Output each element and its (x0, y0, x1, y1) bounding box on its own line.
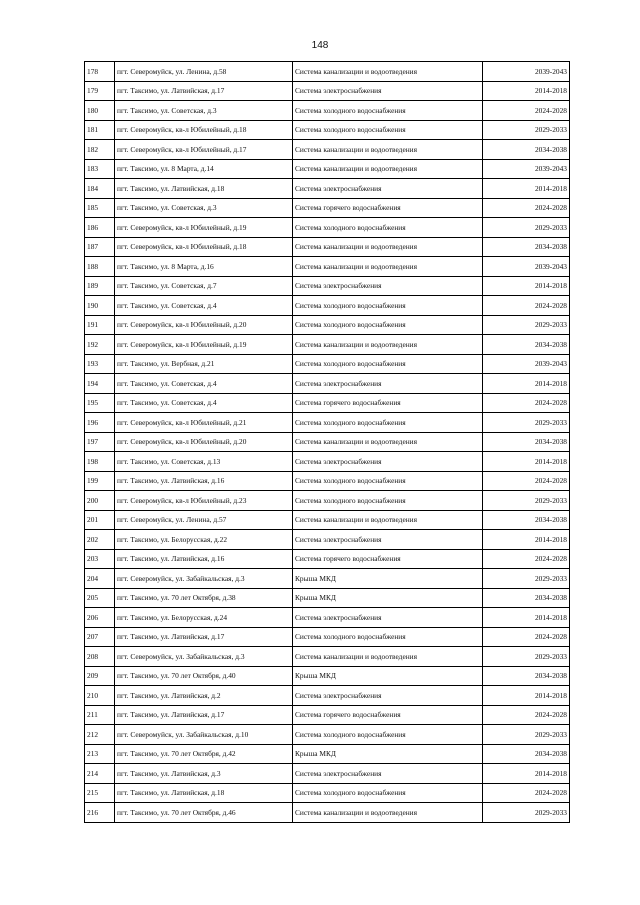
address-cell: пгт. Северомуйск, ул. Забайкальская, д.10 (115, 725, 293, 745)
address-cell: пгт. Таксимо, ул. Советская, д.3 (115, 101, 293, 121)
table-row (85, 686, 570, 706)
address-cell: пгт. Таксимо, ул. 70 лет Октября, д.40 (115, 666, 293, 686)
period-cell: 2039-2043 (483, 354, 570, 374)
period-cell: 2029-2033 (483, 120, 570, 140)
row-number-cell: 185 (85, 198, 115, 218)
system-cell: Система электроснабжения (293, 764, 483, 784)
address-cell: пгт. Северомуйск, кв-л Юбилейный, д.20 (115, 432, 293, 452)
period-cell: 2034-2038 (483, 666, 570, 686)
address-cell: пгт. Северомуйск, кв-л Юбилейный, д.23 (115, 491, 293, 511)
row-number-cell: 187 (85, 237, 115, 257)
row-number-cell: 215 (85, 783, 115, 803)
period-cell: 2029-2033 (483, 218, 570, 238)
table-row (85, 276, 570, 296)
table-row (85, 803, 570, 823)
row-number-cell: 184 (85, 179, 115, 199)
address-cell: пгт. Северомуйск, кв-л Юбилейный, д.19 (115, 335, 293, 355)
table-row (85, 81, 570, 101)
system-cell: Система холодного водоснабжения (293, 315, 483, 335)
period-cell: 2024-2028 (483, 783, 570, 803)
registry-table-body (85, 62, 570, 823)
system-cell: Крыша МКД (293, 666, 483, 686)
table-row (85, 257, 570, 277)
period-cell: 2029-2033 (483, 569, 570, 589)
table-row (85, 705, 570, 725)
period-cell: 2024-2028 (483, 471, 570, 491)
period-cell: 2024-2028 (483, 198, 570, 218)
address-cell: пгт. Северомуйск, ул. Забайкальская, д.3 (115, 647, 293, 667)
table-row (85, 101, 570, 121)
table-row (85, 530, 570, 550)
address-cell: пгт. Таксимо, ул. Латвийская, д.16 (115, 549, 293, 569)
period-cell: 2029-2033 (483, 315, 570, 335)
system-cell: Система канализации и водоотведения (293, 159, 483, 179)
row-number-cell: 181 (85, 120, 115, 140)
address-cell: пгт. Таксимо, ул. 8 Марта, д.16 (115, 257, 293, 277)
table-row (85, 354, 570, 374)
system-cell: Система холодного водоснабжения (293, 627, 483, 647)
period-cell: 2014-2018 (483, 374, 570, 394)
period-cell: 2029-2033 (483, 491, 570, 511)
system-cell: Система горячего водоснабжения (293, 198, 483, 218)
system-cell: Система холодного водоснабжения (293, 783, 483, 803)
address-cell: пгт. Таксимо, ул. 70 лет Октября, д.38 (115, 588, 293, 608)
table-row (85, 413, 570, 433)
row-number-cell: 182 (85, 140, 115, 160)
period-cell: 2034-2038 (483, 744, 570, 764)
address-cell: пгт. Таксимо, ул. Белорусская, д.22 (115, 530, 293, 550)
system-cell: Крыша МКД (293, 588, 483, 608)
period-cell: 2014-2018 (483, 276, 570, 296)
table-row (85, 627, 570, 647)
system-cell: Система канализации и водоотведения (293, 335, 483, 355)
period-cell: 2014-2018 (483, 530, 570, 550)
system-cell: Система горячего водоснабжения (293, 705, 483, 725)
row-number-cell: 205 (85, 588, 115, 608)
period-cell: 2029-2033 (483, 413, 570, 433)
system-cell: Система электроснабжения (293, 276, 483, 296)
period-cell: 2029-2033 (483, 725, 570, 745)
row-number-cell: 214 (85, 764, 115, 784)
row-number-cell: 209 (85, 666, 115, 686)
table-row (85, 120, 570, 140)
table-row (85, 432, 570, 452)
system-cell: Система холодного водоснабжения (293, 354, 483, 374)
system-cell: Система холодного водоснабжения (293, 413, 483, 433)
period-cell: 2024-2028 (483, 705, 570, 725)
system-cell: Система канализации и водоотведения (293, 62, 483, 82)
system-cell: Крыша МКД (293, 744, 483, 764)
row-number-cell: 207 (85, 627, 115, 647)
address-cell: пгт. Северомуйск, ул. Ленина, д.58 (115, 62, 293, 82)
address-cell: пгт. Северомуйск, кв-л Юбилейный, д.20 (115, 315, 293, 335)
row-number-cell: 196 (85, 413, 115, 433)
table-row (85, 666, 570, 686)
system-cell: Система канализации и водоотведения (293, 803, 483, 823)
period-cell: 2014-2018 (483, 179, 570, 199)
table-row (85, 783, 570, 803)
row-number-cell: 190 (85, 296, 115, 316)
row-number-cell: 208 (85, 647, 115, 667)
row-number-cell: 200 (85, 491, 115, 511)
address-cell: пгт. Таксимо, ул. Латвийская, д.17 (115, 705, 293, 725)
address-cell: пгт. Таксимо, ул. Латвийская, д.17 (115, 81, 293, 101)
row-number-cell: 188 (85, 257, 115, 277)
address-cell: пгт. Таксимо, ул. Латвийская, д.18 (115, 783, 293, 803)
address-cell: пгт. Таксимо, ул. Советская, д.4 (115, 296, 293, 316)
system-cell: Система канализации и водоотведения (293, 510, 483, 530)
system-cell: Система холодного водоснабжения (293, 725, 483, 745)
row-number-cell: 189 (85, 276, 115, 296)
row-number-cell: 191 (85, 315, 115, 335)
address-cell: пгт. Таксимо, ул. Латвийская, д.17 (115, 627, 293, 647)
system-cell: Система холодного водоснабжения (293, 471, 483, 491)
period-cell: 2014-2018 (483, 608, 570, 628)
address-cell: пгт. Таксимо, ул. Латвийская, д.3 (115, 764, 293, 784)
table-row (85, 237, 570, 257)
table-row (85, 296, 570, 316)
table-row (85, 608, 570, 628)
table-row (85, 198, 570, 218)
table-row (85, 588, 570, 608)
table-row (85, 62, 570, 82)
table-row (85, 374, 570, 394)
address-cell: пгт. Таксимо, ул. Вербная, д.21 (115, 354, 293, 374)
system-cell: Система электроснабжения (293, 530, 483, 550)
address-cell: пгт. Таксимо, ул. Советская, д.4 (115, 393, 293, 413)
period-cell: 2024-2028 (483, 296, 570, 316)
address-cell: пгт. Таксимо, ул. 8 Марта, д.14 (115, 159, 293, 179)
period-cell: 2034-2038 (483, 140, 570, 160)
address-cell: пгт. Таксимо, ул. Советская, д.3 (115, 198, 293, 218)
period-cell: 2024-2028 (483, 627, 570, 647)
address-cell: пгт. Северомуйск, кв-л Юбилейный, д.19 (115, 218, 293, 238)
row-number-cell: 211 (85, 705, 115, 725)
row-number-cell: 203 (85, 549, 115, 569)
period-cell: 2034-2038 (483, 432, 570, 452)
period-cell: 2024-2028 (483, 549, 570, 569)
system-cell: Система горячего водоснабжения (293, 393, 483, 413)
table-row (85, 315, 570, 335)
address-cell: пгт. Северомуйск, кв-л Юбилейный, д.18 (115, 120, 293, 140)
row-number-cell: 198 (85, 452, 115, 472)
row-number-cell: 199 (85, 471, 115, 491)
row-number-cell: 193 (85, 354, 115, 374)
period-cell: 2024-2028 (483, 101, 570, 121)
address-cell: пгт. Северомуйск, кв-л Юбилейный, д.17 (115, 140, 293, 160)
system-cell: Система канализации и водоотведения (293, 237, 483, 257)
table-row (85, 179, 570, 199)
table-row (85, 744, 570, 764)
table-row (85, 764, 570, 784)
table-row (85, 140, 570, 160)
address-cell: пгт. Таксимо, ул. Советская, д.7 (115, 276, 293, 296)
table-row (85, 335, 570, 355)
address-cell: пгт. Таксимо, ул. 70 лет Октября, д.46 (115, 803, 293, 823)
row-number-cell: 212 (85, 725, 115, 745)
row-number-cell: 183 (85, 159, 115, 179)
system-cell: Система канализации и водоотведения (293, 140, 483, 160)
table-row (85, 647, 570, 667)
system-cell: Система холодного водоснабжения (293, 218, 483, 238)
period-cell: 2039-2043 (483, 62, 570, 82)
address-cell: пгт. Северомуйск, кв-л Юбилейный, д.18 (115, 237, 293, 257)
row-number-cell: 178 (85, 62, 115, 82)
system-cell: Система холодного водоснабжения (293, 120, 483, 140)
row-number-cell: 213 (85, 744, 115, 764)
period-cell: 2039-2043 (483, 257, 570, 277)
address-cell: пгт. Северомуйск, ул. Ленина, д.57 (115, 510, 293, 530)
row-number-cell: 186 (85, 218, 115, 238)
address-cell: пгт. Таксимо, ул. Латвийская, д.2 (115, 686, 293, 706)
system-cell: Система канализации и водоотведения (293, 647, 483, 667)
system-cell: Система канализации и водоотведения (293, 432, 483, 452)
period-cell: 2034-2038 (483, 588, 570, 608)
address-cell: пгт. Северомуйск, ул. Забайкальская, д.3 (115, 569, 293, 589)
period-cell: 2014-2018 (483, 81, 570, 101)
system-cell: Система электроснабжения (293, 374, 483, 394)
table-row (85, 159, 570, 179)
row-number-cell: 216 (85, 803, 115, 823)
system-cell: Система электроснабжения (293, 81, 483, 101)
table-row (85, 510, 570, 530)
address-cell: пгт. Таксимо, ул. Латвийская, д.16 (115, 471, 293, 491)
period-cell: 2029-2033 (483, 803, 570, 823)
registry-table (84, 61, 570, 823)
table-row (85, 218, 570, 238)
address-cell: пгт. Северомуйск, кв-л Юбилейный, д.21 (115, 413, 293, 433)
system-cell: Система электроснабжения (293, 179, 483, 199)
period-cell: 2014-2018 (483, 686, 570, 706)
table-row (85, 569, 570, 589)
table-row (85, 452, 570, 472)
table-row (85, 393, 570, 413)
address-cell: пгт. Таксимо, ул. Белорусская, д.24 (115, 608, 293, 628)
row-number-cell: 204 (85, 569, 115, 589)
system-cell: Система электроснабжения (293, 452, 483, 472)
period-cell: 2039-2043 (483, 159, 570, 179)
row-number-cell: 202 (85, 530, 115, 550)
address-cell: пгт. Таксимо, ул. 70 лет Октября, д.42 (115, 744, 293, 764)
table-row (85, 725, 570, 745)
table-row (85, 549, 570, 569)
table-row (85, 491, 570, 511)
address-cell: пгт. Таксимо, ул. Латвийская, д.18 (115, 179, 293, 199)
page-number: 148 (311, 40, 329, 51)
row-number-cell: 206 (85, 608, 115, 628)
period-cell: 2034-2038 (483, 237, 570, 257)
row-number-cell: 210 (85, 686, 115, 706)
system-cell: Система электроснабжения (293, 686, 483, 706)
table-row (85, 471, 570, 491)
row-number-cell: 197 (85, 432, 115, 452)
row-number-cell: 179 (85, 81, 115, 101)
row-number-cell: 194 (85, 374, 115, 394)
row-number-cell: 192 (85, 335, 115, 355)
system-cell: Система холодного водоснабжения (293, 296, 483, 316)
system-cell: Крыша МКД (293, 569, 483, 589)
row-number-cell: 201 (85, 510, 115, 530)
row-number-cell: 195 (85, 393, 115, 413)
system-cell: Система канализации и водоотведения (293, 257, 483, 277)
period-cell: 2024-2028 (483, 393, 570, 413)
period-cell: 2034-2038 (483, 335, 570, 355)
row-number-cell: 180 (85, 101, 115, 121)
system-cell: Система холодного водоснабжения (293, 101, 483, 121)
system-cell: Система электроснабжения (293, 608, 483, 628)
period-cell: 2034-2038 (483, 510, 570, 530)
period-cell: 2014-2018 (483, 764, 570, 784)
system-cell: Система холодного водоснабжения (293, 491, 483, 511)
period-cell: 2014-2018 (483, 452, 570, 472)
address-cell: пгт. Таксимо, ул. Советская, д.4 (115, 374, 293, 394)
address-cell: пгт. Таксимо, ул. Советская, д.13 (115, 452, 293, 472)
period-cell: 2029-2033 (483, 647, 570, 667)
system-cell: Система горячего водоснабжения (293, 549, 483, 569)
